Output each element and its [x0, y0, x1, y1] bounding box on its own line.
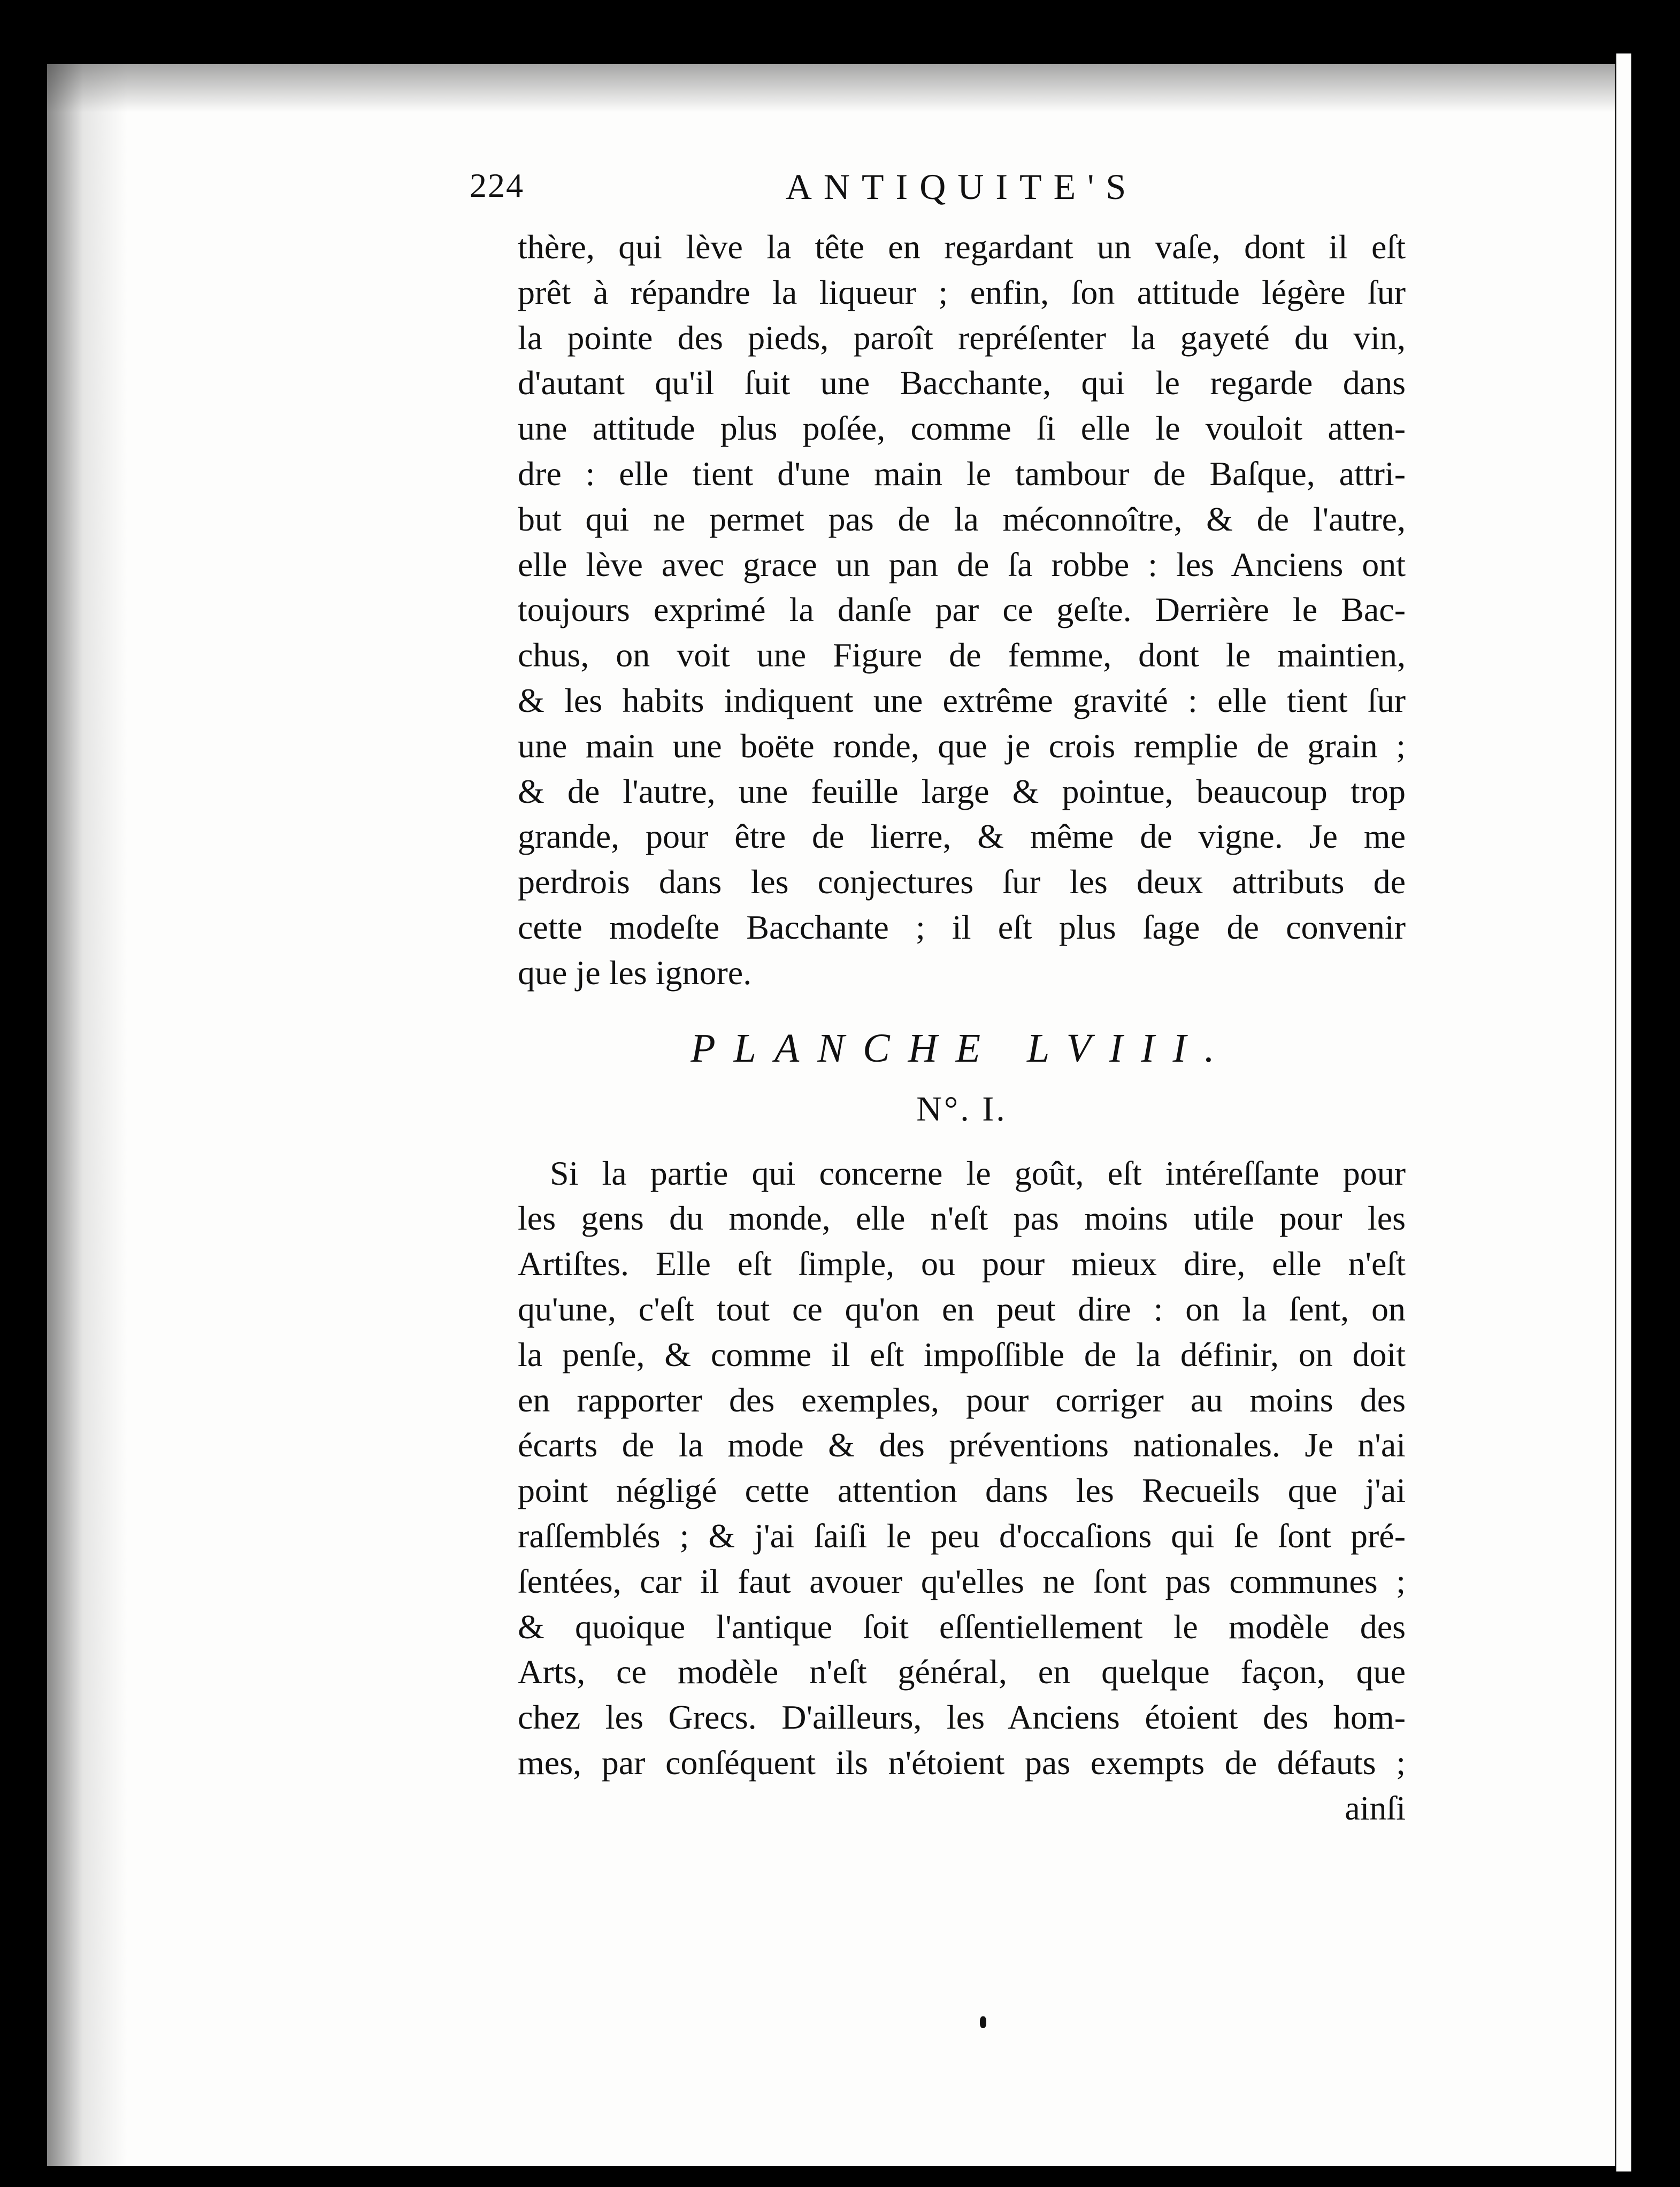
text-line: perdrois dans les conjectures ſur les deux attributs de [518, 863, 1406, 901]
text-line: les gens du monde, elle n'eſt pas moins utile pour les [518, 1199, 1406, 1238]
plate-title: PLANCHE LVIII. [691, 1025, 1233, 1071]
text-line: mes, par conſéquent ils n'étoient pas exempts de défauts ; [518, 1743, 1406, 1782]
text-line: la pointe des pieds, paroît repréſenter la gayeté du vin, [518, 318, 1406, 357]
paragraph-continued [518, 225, 1406, 996]
text-line: une main une boëte ronde, que je crois remplie de grain ; [518, 726, 1406, 765]
text-line: prêt à répandre la liqueur ; enfin, ſon attitude légère ſur [518, 273, 1406, 311]
text-line: Si la partie qui concerne le goût, eſt intéreſſante pour [550, 1154, 1406, 1192]
text-line: & les habits indiquent une extrême gravité : elle tient ſur [518, 681, 1406, 719]
text-line: que je les ignore. [518, 953, 752, 992]
text-line: d'autant qu'il ſuit une Bacchante, qui le regarde dans [518, 364, 1406, 402]
text-block [470, 160, 1406, 1831]
page-header [470, 160, 1406, 225]
ink-speck [980, 2016, 986, 2028]
text-line: qu'une, c'eſt tout ce qu'on en peut dire : on la ſent, on [518, 1290, 1406, 1328]
text-line: elle lève avec grace un pan de ſa robbe : les Anciens ont [518, 545, 1406, 584]
page-number: 224 [470, 166, 524, 204]
text-line: & quoique l'antique ſoit eſſentiellement le modèle des [518, 1607, 1406, 1646]
catchword: ainſi [1345, 1789, 1406, 1827]
text-line: dre : elle tient d'une main le tambour de Baſque, attri- [518, 454, 1406, 493]
text-line: thère, qui lève la tête en regardant un vaſe, dont il eſt [518, 228, 1406, 266]
text-line: & de l'autre, une feuille large & pointue, beaucoup trop [518, 772, 1406, 810]
running-title: ANTIQUITE'S [785, 166, 1138, 207]
paragraph-plate [518, 1151, 1406, 1786]
text-line: grande, pour être de lierre, & même de vigne. Je me [518, 817, 1406, 856]
text-line: toujours exprimé la danſe par ce geſte. Derrière le Bac- [518, 590, 1406, 629]
text-line: Arts, ce modèle n'eſt général, en quelque façon, que [518, 1653, 1406, 1691]
text-line: chez les Grecs. D'ailleurs, les Anciens étoient des hom- [518, 1698, 1406, 1737]
text-line: écarts de la mode & des préventions nationales. Je n'ai [518, 1426, 1406, 1464]
text-line: la penſe, & comme il eſt impoſſible de la définir, on doit [518, 1335, 1406, 1373]
text-line: en rapporter des exemples, pour corriger au moins des [518, 1380, 1406, 1419]
text-line: Artiſtes. Elle eſt ſimple, ou pour mieux dire, elle n'eſt [518, 1245, 1406, 1283]
text-line: raſſemblés ; & j'ai ſaiſi le peu d'occaſions qui ſe ſont pré- [518, 1516, 1406, 1555]
text-line: but qui ne permet pas de la méconnoître, & de l'autre, [518, 500, 1406, 538]
page-edge [1616, 53, 1631, 2171]
text-line: point négligé cette attention dans les Recueils que j'ai [518, 1471, 1406, 1510]
text-line: ſentées, car il faut avouer qu'elles ne ſont pas communes ; [518, 1562, 1406, 1600]
text-line: cette modeſte Bacchante ; il eſt plus ſage de convenir [518, 908, 1406, 946]
text-line: chus, on voit une Figure de femme, dont le maintien, [518, 636, 1406, 674]
text-line: une attitude plus poſée, comme ſi elle le vouloit atten- [518, 409, 1406, 448]
plate-number: N°. I. [916, 1089, 1007, 1129]
